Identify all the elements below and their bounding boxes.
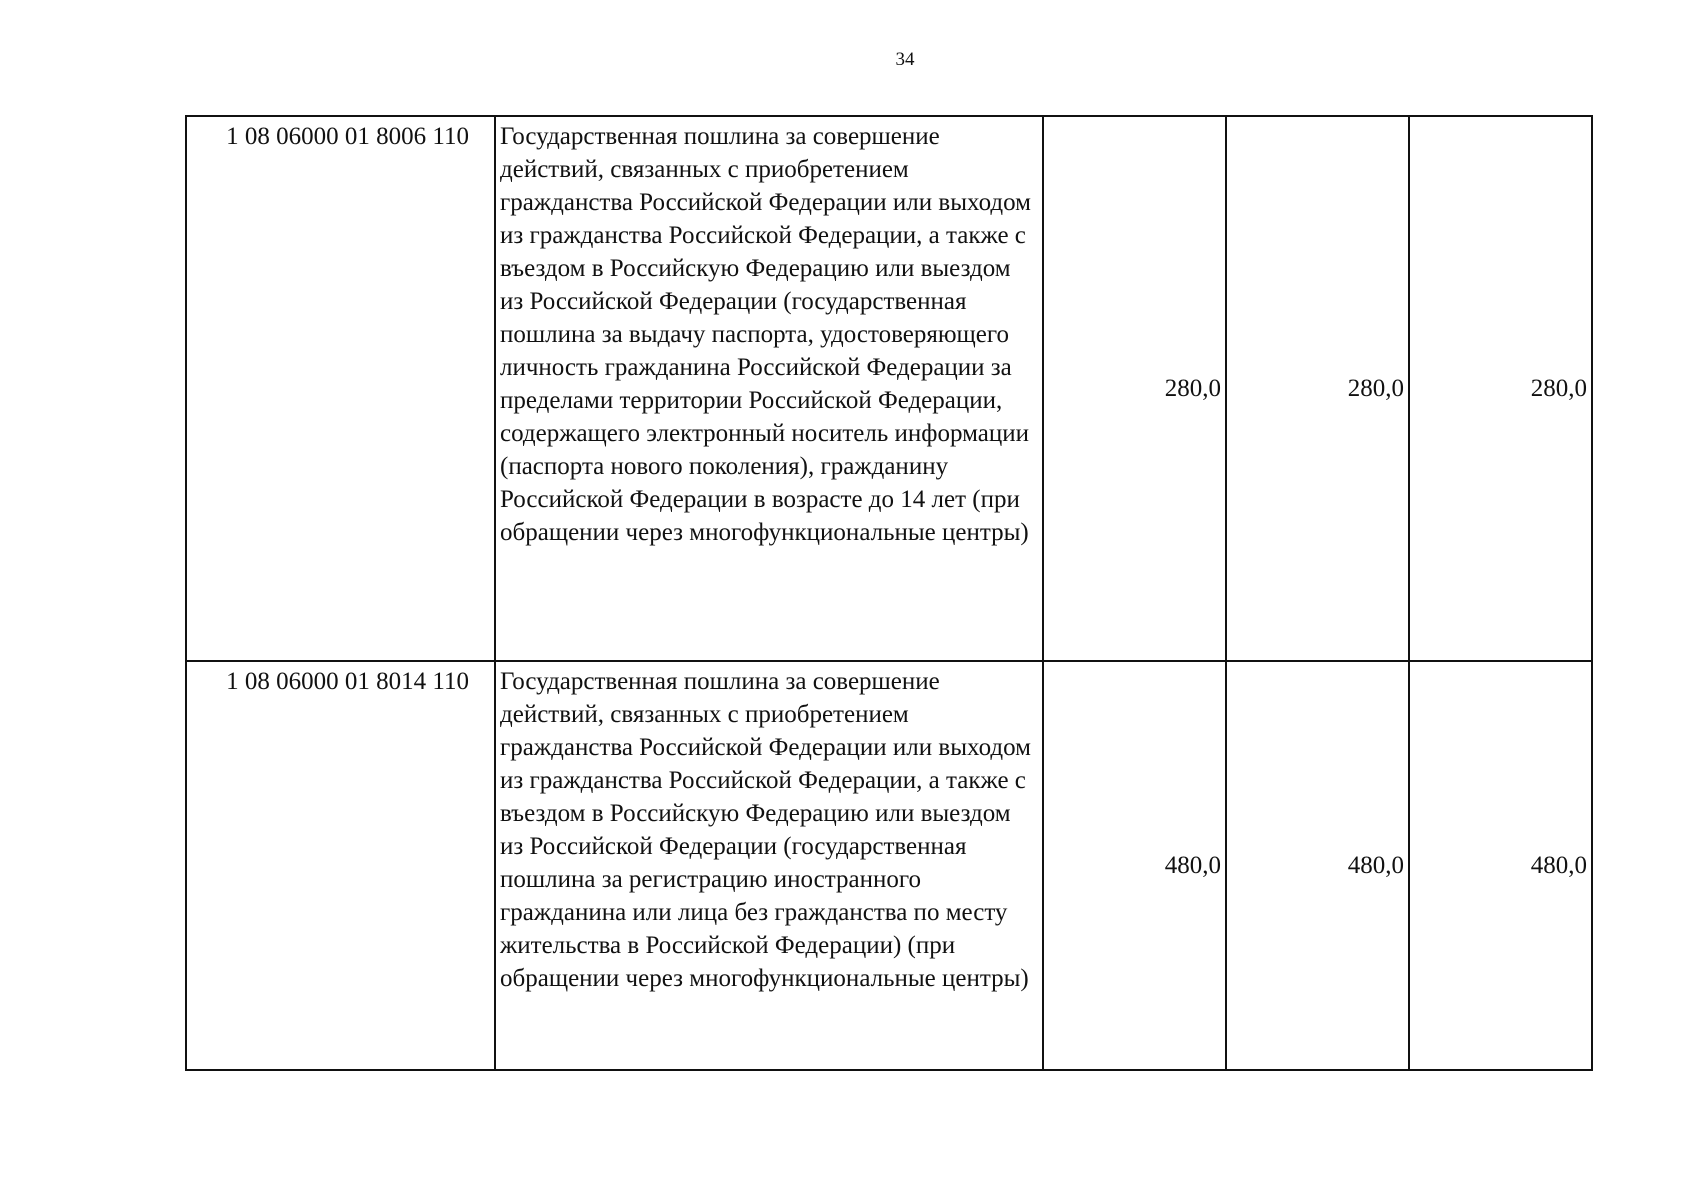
table-row (186, 661, 1592, 1070)
classification-code-cell: 1 08 06000 01 8014 110 (186, 661, 495, 1070)
amount-cell-3: 480,0 (1409, 661, 1592, 1070)
revenue-description-cell: Государственная пошлина за совершение действий, связанных с приобретением гражданства Российской Федерации или выходом из гражданства Российской Федерации, а также с въездом в Российскую Федерацию или выездом из Российской Федерации (государственная пошлина за регистрацию иностранного гражданина или лица без гражданства по месту жительства в Российской Федерации) (при обращении через многофункциональные центры) (495, 661, 1043, 1070)
budget-revenue-table (185, 115, 1593, 1071)
page-number: 34 (895, 49, 915, 70)
table-row (186, 116, 1592, 661)
amount-cell-1: 280,0 (1043, 116, 1226, 661)
amount-cell-2: 480,0 (1226, 661, 1409, 1070)
amount-cell-3: 280,0 (1409, 116, 1592, 661)
amount-cell-1: 480,0 (1043, 661, 1226, 1070)
revenue-description-cell: Государственная пошлина за совершение действий, связанных с приобретением гражданства Российской Федерации или выходом из гражданства Российской Федерации, а также с въездом в Российскую Федерацию или выездом из Российской Федерации (государственная пошлина за выдачу паспорта, удостоверяющего личность гражданина Российской Федерации за пределами территории Российской Федерации, содержащего электронный носитель информации (паспорта нового поколения), гражданину Российской Федерации в возрасте до 14 лет (при обращении через многофункциональные центры) (495, 116, 1043, 661)
classification-code-cell: 1 08 06000 01 8006 110 (186, 116, 495, 661)
amount-cell-2: 280,0 (1226, 116, 1409, 661)
